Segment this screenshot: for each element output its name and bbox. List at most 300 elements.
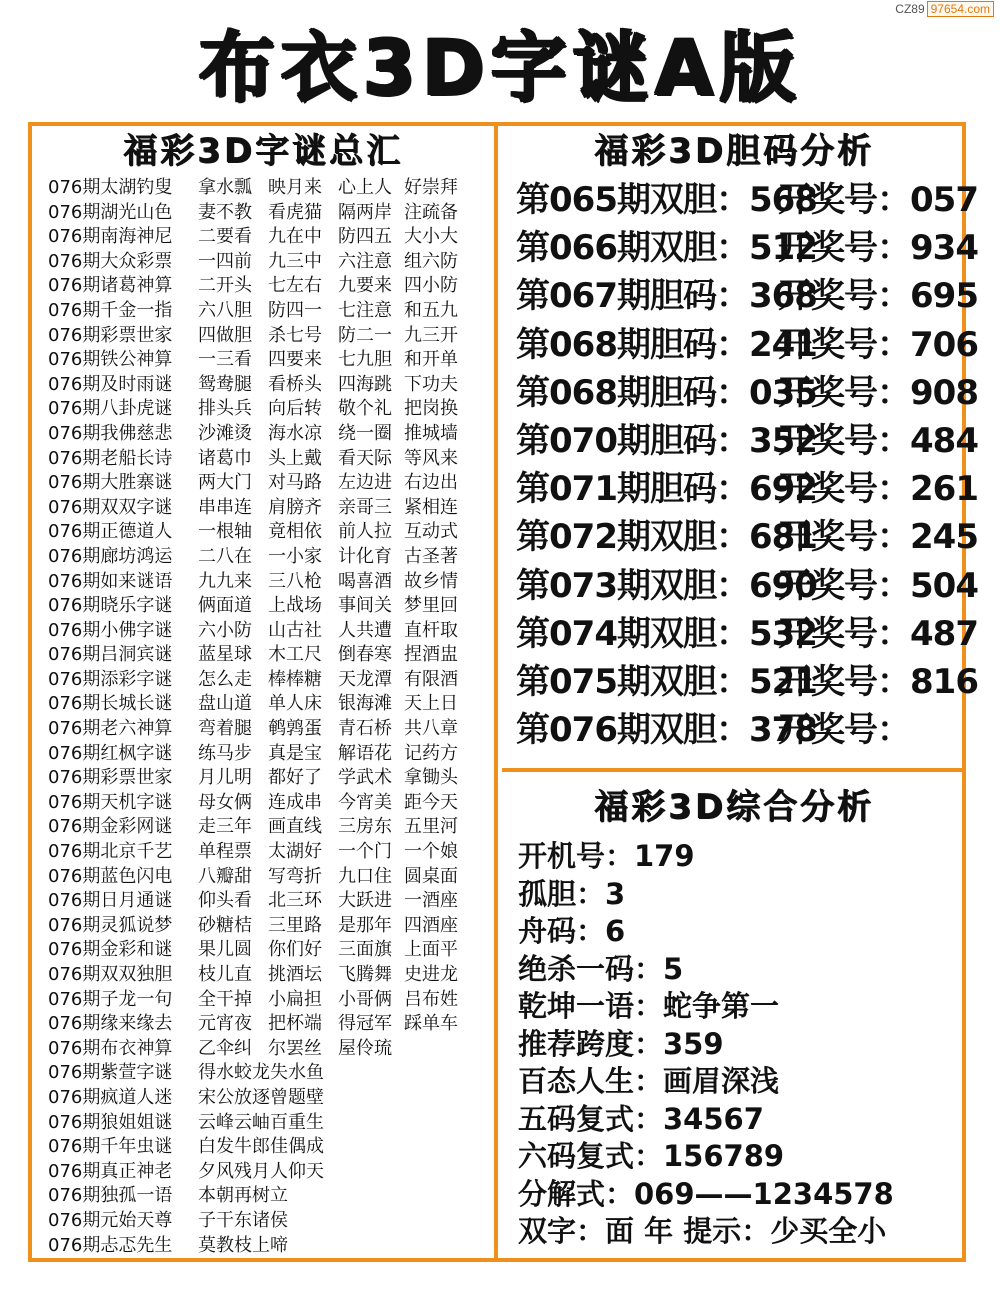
riddle-clue: 右边出: [404, 472, 458, 494]
riddle-clue: 下功夫: [404, 373, 458, 395]
draw-result: 开奖号：261: [778, 469, 978, 510]
summary-panel: [502, 776, 966, 1258]
riddle-source: 076期大胜寨谜: [48, 472, 173, 494]
riddle-clue: 一四前: [198, 250, 252, 272]
riddle-row: [32, 938, 494, 963]
riddle-row: [32, 225, 494, 250]
riddle-source: 076期正德道人: [48, 521, 173, 543]
riddle-clue: [268, 1234, 338, 1259]
riddle-clue: 棒棒糖: [268, 668, 322, 690]
riddle-clue: 宋公放逐曾题壁: [198, 1086, 324, 1108]
riddle-source: 076期及时雨谜: [48, 373, 173, 395]
riddle-clue: 连成串: [268, 791, 322, 813]
riddle-source: 076期天机字谜: [48, 791, 173, 813]
summary-item: 推荐跨度：359: [518, 1026, 724, 1061]
riddle-clue: 四做胆: [198, 324, 252, 346]
riddle-clue: 竟相依: [268, 521, 322, 543]
riddle-clue: 弯着腿: [198, 718, 252, 740]
riddle-source: 076期红枫字谜: [48, 742, 173, 764]
riddle-row: [32, 1061, 494, 1086]
draw-result: 开奖号：245: [778, 517, 978, 558]
riddle-clue: [338, 1086, 404, 1111]
riddle-source: 076期独孤一语: [48, 1185, 173, 1207]
riddle-clue: 二开头: [198, 275, 252, 297]
riddle-row: [32, 1111, 494, 1136]
riddle-clue: [268, 1209, 338, 1234]
riddle-source: 076期吕洞宾谜: [48, 644, 173, 666]
riddle-clue: 左边进: [338, 472, 392, 494]
riddle-clue: 八瓣甜: [198, 865, 252, 887]
riddle-clue: 都好了: [268, 767, 322, 789]
dan-row: [502, 465, 978, 513]
riddle-clue: 有限酒: [404, 668, 458, 690]
riddle-clue: 得冠军: [338, 1013, 392, 1035]
riddle-clue: 木工尺: [268, 644, 322, 666]
riddle-clue: 记药方: [404, 742, 458, 764]
riddle-clue: 直杆取: [404, 619, 458, 641]
riddle-clue: 写弯折: [268, 865, 322, 887]
riddle-clue: 心上人: [338, 177, 392, 198]
riddle-source: 076期我佛慈悲: [48, 422, 173, 444]
riddle-row: [32, 520, 494, 545]
riddle-clue: 捏酒盅: [404, 644, 458, 666]
dan-row: [502, 272, 978, 320]
dan-code: 第067期胆码：368: [516, 276, 817, 317]
riddle-row: [32, 692, 494, 717]
riddle-source: 076期忐忑先生: [48, 1234, 173, 1256]
dan-row: [502, 562, 978, 610]
riddle-source: 076期湖光山色: [48, 201, 173, 223]
riddle-clue: 六小防: [198, 619, 252, 641]
riddle-clue: 踩单车: [404, 1013, 458, 1035]
riddle-clue: 上面平: [404, 939, 458, 961]
riddle-clue: 史进龙: [404, 964, 458, 985]
riddle-clue: 俩面道: [198, 595, 252, 617]
riddle-row: [32, 496, 494, 521]
riddle-clue: 串串连: [198, 496, 252, 518]
riddle-clue: [268, 1184, 338, 1209]
riddle-source: 076期铁公神算: [48, 349, 173, 371]
summary-item: 五码复式：34567: [518, 1101, 764, 1136]
riddle-clue: 七左右: [268, 275, 322, 297]
riddle-row: [32, 889, 494, 914]
dan-row: [502, 176, 978, 224]
riddle-clue: 肩膀齐: [268, 496, 322, 518]
draw-result: 开奖号：695: [778, 276, 978, 317]
riddle-row: [32, 643, 494, 668]
riddle-clue: 北三环: [268, 890, 322, 912]
riddle-clue: 学武术: [338, 767, 392, 789]
riddle-clue: 子干东诸侯: [198, 1209, 288, 1231]
riddle-clue: 蓝星球: [198, 644, 252, 666]
riddle-clue: 六注意: [338, 250, 392, 272]
riddle-row: [32, 717, 494, 742]
riddle-source: 076期添彩字谜: [48, 668, 173, 690]
draw-result: 开奖号：504: [778, 565, 978, 606]
riddle-clue: 九九来: [198, 570, 252, 592]
riddle-source: 076期紫萱字谜: [48, 1062, 173, 1084]
dan-code: 第065期双胆：568: [516, 180, 817, 220]
riddle-clue: [338, 1111, 404, 1136]
riddle-clue: 解语花: [338, 742, 392, 764]
riddle-source: 076期金彩和谜: [48, 939, 173, 961]
riddle-source: 076期晓乐字谜: [48, 595, 173, 617]
riddle-clue: 一个门: [338, 841, 392, 863]
riddle-row: [32, 840, 494, 865]
summary-item: 乾坤一语：蛇争第一: [518, 989, 780, 1023]
riddle-source: 076期缘来缘去: [48, 1013, 173, 1035]
riddle-clue: 怎么走: [198, 668, 252, 690]
riddle-clue: 防二一: [338, 324, 392, 346]
riddle-source: 076期双双独胆: [48, 964, 173, 985]
draw-result: 开奖号：706: [778, 324, 978, 365]
riddle-clue: 乙伞纠: [198, 1037, 252, 1059]
riddle-clue: 隔两岸: [338, 201, 392, 223]
dan-code: 第071期胆码：692: [516, 469, 817, 510]
riddle-clue: 看虎猫: [268, 201, 322, 223]
riddle-clue: [404, 1061, 474, 1086]
riddle-clue: 盘山道: [198, 693, 252, 715]
riddle-clue: [404, 1184, 474, 1209]
riddle-clue: 一个娘: [404, 841, 458, 863]
riddle-clue: 四小防: [404, 275, 458, 297]
dan-row: [502, 610, 978, 658]
riddle-clue: 好崇拜: [404, 177, 458, 198]
riddle-panel-title: 福彩3D字谜总汇: [123, 131, 403, 171]
riddle-row: [32, 324, 494, 349]
riddle-clue: 向后转: [268, 398, 322, 420]
riddle-clue: 诸葛巾: [198, 447, 252, 469]
riddle-source: 076期双双字谜: [48, 496, 173, 518]
summary-item: 六码复式：156789: [518, 1139, 785, 1173]
riddle-clue: [338, 1184, 404, 1209]
riddle-clue: 圆桌面: [404, 865, 458, 887]
riddle-row: [32, 742, 494, 767]
riddle-clue: 古圣著: [404, 545, 458, 567]
riddle-clue: [338, 1209, 404, 1234]
riddle-clue: 防四五: [338, 226, 392, 248]
riddle-clue: 头上戴: [268, 447, 322, 469]
riddle-clue: 梦里回: [404, 595, 458, 617]
riddle-clue: 银海滩: [338, 693, 392, 715]
riddle-clue: [404, 1234, 474, 1259]
riddle-clue: 屋伶琉: [338, 1037, 392, 1059]
summary-item: 舟码：6: [518, 914, 626, 948]
riddle-row: [32, 176, 494, 201]
riddle-clue: 月儿明: [198, 767, 252, 789]
riddle-clue: 你们好: [268, 939, 322, 961]
riddle-clue: 果儿圆: [198, 939, 252, 961]
dan-code: 第073期双胆：690: [516, 565, 817, 606]
riddle-clue: 白发牛郎佳偶成: [198, 1136, 324, 1158]
riddle-clue: 四海跳: [338, 373, 392, 395]
riddle-clue: 沙滩烫: [198, 422, 252, 444]
riddle-clue: 计化育: [338, 545, 392, 567]
riddle-row: [32, 570, 494, 595]
draw-result: 开奖号：: [778, 710, 910, 751]
riddle-source: 076期蓝色闪电: [48, 865, 173, 887]
riddle-clue: [404, 1111, 474, 1136]
riddle-list: [32, 176, 494, 1258]
dan-code: 第076期双胆：378: [516, 710, 817, 751]
riddle-clue: 注疏备: [404, 201, 458, 223]
riddle-source: 076期真正神老: [48, 1160, 173, 1182]
riddle-clue: 画直线: [268, 816, 322, 838]
riddle-clue: 三房东: [338, 816, 392, 838]
summary-list: [502, 838, 966, 1251]
riddle-clue: [268, 1160, 338, 1185]
summary-item: 分解式：069——1234578: [518, 1176, 894, 1211]
riddle-clue: 海水凉: [268, 422, 322, 444]
riddle-clue: 母女俩: [198, 791, 252, 813]
riddle-clue: [404, 1037, 474, 1062]
summary-item: 百态人生：画眉深浅: [518, 1064, 780, 1098]
riddle-row: [32, 397, 494, 422]
dan-code: 第075期双胆：521: [516, 661, 817, 702]
riddle-clue: 推城墙: [404, 422, 458, 444]
riddle-clue: 上战场: [268, 595, 322, 617]
riddle-clue: 真是宝: [268, 742, 322, 764]
riddle-row: [32, 1160, 494, 1185]
riddle-source: 076期彩票世家: [48, 767, 173, 789]
watermark: [895, 2, 994, 16]
riddle-row: [32, 1086, 494, 1111]
summary-panel-title: 福彩3D综合分析: [594, 787, 874, 827]
riddle-clue: 飞腾舞: [338, 964, 392, 985]
riddle-clue: 敬个礼: [338, 398, 392, 420]
dan-panel-title: 福彩3D胆码分析: [594, 131, 874, 171]
riddle-clue: 妻不教: [198, 201, 252, 223]
watermark-site: 97654.com: [927, 1, 994, 17]
riddle-clue: 太湖好: [268, 841, 322, 863]
draw-result: 开奖号：487: [778, 613, 978, 654]
riddle-clue: 七九胆: [338, 349, 392, 371]
riddle-clue: 拿水瓢: [198, 177, 252, 198]
riddle-clue: 今宵美: [338, 791, 392, 813]
riddle-source: 076期诸葛神算: [48, 275, 173, 297]
riddle-clue: 得水蛟龙失水鱼: [198, 1062, 324, 1084]
draw-result: 开奖号：057: [778, 180, 978, 220]
riddle-clue: 三里路: [268, 914, 322, 936]
riddle-clue: 尔罢丝: [268, 1037, 322, 1059]
riddle-source: 076期元始天尊: [48, 1209, 173, 1231]
riddle-row: [32, 766, 494, 791]
riddle-row: [32, 619, 494, 644]
riddle-source: 076期灵狐说梦: [48, 914, 173, 936]
riddle-source: 076期北京千艺: [48, 841, 173, 863]
riddle-source: 076期日月通谜: [48, 890, 173, 912]
riddle-clue: 人共遭: [338, 619, 392, 641]
riddle-clue: 单程票: [198, 841, 252, 863]
riddle-source: 076期千年虫谜: [48, 1136, 173, 1158]
riddle-clue: 看桥头: [268, 373, 322, 395]
riddle-clue: 砂糖桔: [198, 914, 252, 936]
riddle-row: [32, 299, 494, 324]
riddle-clue: 把杯端: [268, 1013, 322, 1035]
draw-result: 开奖号：816: [778, 661, 978, 702]
riddle-clue: 天上日: [404, 693, 458, 715]
riddle-clue: 紧相连: [404, 496, 458, 518]
riddle-clue: 事间关: [338, 595, 392, 617]
riddle-clue: 九三开: [404, 324, 458, 346]
riddle-clue: 三面旗: [338, 939, 392, 961]
riddle-clue: 四要来: [268, 349, 322, 371]
riddle-clue: [404, 1135, 474, 1160]
riddle-clue: [268, 1135, 338, 1160]
riddle-clue: 共八章: [404, 718, 458, 740]
riddle-clue: 五里河: [404, 816, 458, 838]
riddle-clue: 小哥俩: [338, 988, 392, 1010]
dan-code: 第074期双胆：532: [516, 613, 817, 654]
riddle-row: [32, 1209, 494, 1234]
dan-code: 第068期胆码：035: [516, 372, 817, 413]
riddle-clue: 和五九: [404, 299, 458, 321]
riddle-clue: 故乡情: [404, 570, 458, 592]
riddle-clue: [404, 1086, 474, 1111]
dan-row: [502, 224, 978, 272]
riddle-clue: 杀七号: [268, 324, 322, 346]
riddle-clue: [268, 1061, 338, 1086]
riddle-clue: 九三中: [268, 250, 322, 272]
riddle-clue: 防四一: [268, 299, 322, 321]
riddle-row: [32, 594, 494, 619]
riddle-clue: 云峰云岫百重生: [198, 1111, 324, 1133]
dan-row: [502, 658, 978, 706]
riddle-clue: 倒春寒: [338, 644, 392, 666]
riddle-row: [32, 791, 494, 816]
riddle-clue: 四酒座: [404, 914, 458, 936]
riddle-source: 076期大众彩票: [48, 250, 173, 272]
riddle-clue: [338, 1061, 404, 1086]
riddle-clue: 单人床: [268, 693, 322, 715]
riddle-clue: [404, 1209, 474, 1234]
riddle-clue: 一小家: [268, 545, 322, 567]
riddle-row: [32, 988, 494, 1013]
riddle-source: 076期老六神算: [48, 718, 173, 740]
summary-item: 开机号：179: [518, 839, 695, 873]
draw-result: 开奖号：908: [778, 372, 978, 413]
riddle-clue: 九口住: [338, 865, 392, 887]
riddle-clue: 映月来: [268, 177, 322, 198]
riddle-row: [32, 1135, 494, 1160]
riddle-clue: 本朝再树立: [198, 1185, 288, 1207]
riddle-clue: 喝喜酒: [338, 570, 392, 592]
riddle-clue: [338, 1135, 404, 1160]
riddle-clue: 三八枪: [268, 570, 322, 592]
riddle-clue: 练马步: [198, 742, 252, 764]
riddle-clue: [404, 1160, 474, 1185]
riddle-clue: 和开单: [404, 349, 458, 371]
dan-row: [502, 706, 966, 754]
riddle-clue: 一根轴: [198, 521, 252, 543]
riddle-clue: 全干掉: [198, 988, 252, 1010]
riddle-clue: 鸳鸯腿: [198, 373, 252, 395]
draw-result: 开奖号：484: [778, 420, 978, 461]
riddle-clue: 七注意: [338, 299, 392, 321]
riddle-clue: 拿锄头: [404, 767, 458, 789]
riddle-source: 076期如来谜语: [48, 570, 173, 592]
riddle-clue: 绕一圈: [338, 422, 392, 444]
riddle-clue: 对马路: [268, 472, 322, 494]
riddle-clue: 是那年: [338, 914, 392, 936]
riddle-clue: [338, 1160, 404, 1185]
riddle-source: 076期彩票世家: [48, 324, 173, 346]
riddle-row: [32, 865, 494, 890]
riddle-clue: 鹌鹑蛋: [268, 718, 322, 740]
riddle-clue: 莫教枝上啼: [198, 1234, 288, 1256]
riddle-clue: 仰头看: [198, 890, 252, 912]
riddle-clue: 青石桥: [338, 718, 392, 740]
riddle-source: 076期疯道人迷: [48, 1086, 173, 1108]
riddle-source: 076期八卦虎谜: [48, 398, 173, 420]
riddle-source: 076期南海神尼: [48, 226, 173, 248]
riddle-row: [32, 250, 494, 275]
dan-row: [502, 417, 978, 465]
riddle-row: [32, 815, 494, 840]
riddle-clue: 亲哥三: [338, 496, 392, 518]
riddle-panel: [32, 126, 498, 1258]
riddle-clue: [338, 1234, 404, 1259]
riddle-clue: 组六防: [404, 250, 458, 272]
riddle-row: [32, 1184, 494, 1209]
riddle-clue: 前人拉: [338, 521, 392, 543]
riddle-row: [32, 373, 494, 398]
dan-code: 第068期胆码：241: [516, 324, 817, 365]
riddle-clue: 夕风残月人仰天: [198, 1160, 324, 1182]
riddle-clue: 一三看: [198, 349, 252, 371]
riddle-clue: 把岗换: [404, 398, 458, 420]
riddle-source: 076期太湖钓叟: [48, 177, 173, 198]
riddle-clue: 排头兵: [198, 398, 252, 420]
riddle-row: [32, 274, 494, 299]
dan-code: 第066期双胆：512: [516, 228, 817, 269]
riddle-clue: 等风来: [404, 447, 458, 469]
riddle-source: 076期老船长诗: [48, 447, 173, 469]
riddle-source: 076期布衣神算: [48, 1037, 173, 1059]
riddle-clue: 二要看: [198, 226, 252, 248]
riddle-row: [32, 1012, 494, 1037]
riddle-clue: 九在中: [268, 226, 322, 248]
riddle-source: 076期狼姐姐谜: [48, 1111, 173, 1133]
riddle-row: [32, 914, 494, 939]
summary-item: 双字：面 年 提示：少买全小: [518, 1214, 887, 1248]
summary-item: 孤胆：3: [518, 876, 626, 911]
riddle-clue: [268, 1111, 338, 1136]
summary-item: 绝杀一码：5: [518, 951, 684, 986]
riddle-clue: 山古社: [268, 619, 322, 641]
page-title: 布衣3D字谜A版: [198, 23, 802, 112]
dan-panel: [502, 126, 978, 772]
riddle-source: 076期子龙一句: [48, 988, 173, 1010]
riddle-clue: 挑酒坛: [268, 964, 322, 985]
dan-row: [502, 513, 978, 561]
watermark-prefix: CZ89: [895, 2, 925, 16]
dan-list: [502, 176, 978, 754]
riddle-clue: 吕布姓: [404, 988, 458, 1010]
riddle-clue: 元宵夜: [198, 1013, 252, 1035]
riddle-clue: 两大门: [198, 472, 252, 494]
riddle-clue: 二八在: [198, 545, 252, 567]
dan-row: [502, 369, 978, 417]
riddle-row: [32, 1037, 494, 1062]
riddle-clue: [268, 1086, 338, 1111]
draw-result: 开奖号：934: [778, 228, 978, 269]
riddle-row: [32, 1234, 494, 1259]
riddle-clue: 九要来: [338, 275, 392, 297]
riddle-row: [32, 668, 494, 693]
riddle-row: [32, 348, 494, 373]
riddle-clue: 互动式: [404, 521, 458, 543]
